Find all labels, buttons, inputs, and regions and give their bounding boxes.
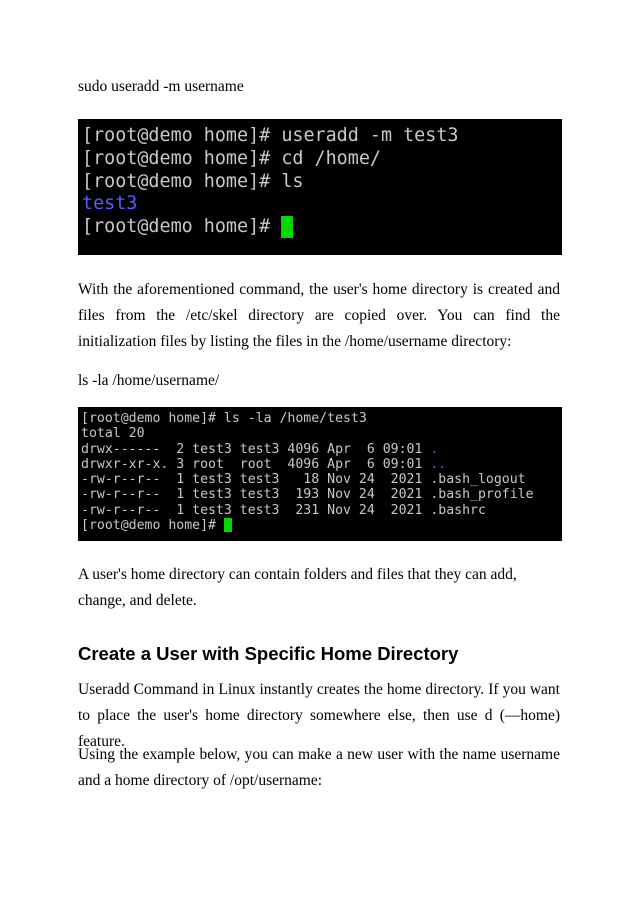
terminal-prompt-line: [root@demo home]# ls -la /home/test3 — [81, 411, 367, 426]
terminal-cursor — [281, 216, 293, 238]
listing-row: drwxr-xr-x. 3 root root 4096 Apr 6 09:01 .. — [81, 456, 447, 472]
terminal-line: [root@demo home]# — [81, 518, 562, 533]
terminal-screenshot-useradd — [78, 119, 562, 255]
terminal-line: [root@demo home]# ls — [82, 170, 304, 192]
terminal-output-dir: test3 — [82, 193, 138, 215]
terminal-line: [root@demo home]# cd /home/ — [82, 147, 381, 169]
paragraph-home-directory-created: With the aforementioned command, the user's home directory is created and files from the /etc/skel directory are copied over. You can find the initialization files by listing the files in the /home/username directory: — [78, 281, 560, 350]
section-heading: Create a User with Specific Home Directory — [78, 643, 459, 664]
terminal-total-line: total 20 — [81, 426, 145, 442]
terminal-screenshot-ls-la — [78, 407, 562, 541]
listing-row: -rw-r--r-- 1 test3 test3 18 Nov 24 2021 .bash_logout — [81, 472, 526, 488]
terminal-line: [root@demo home]# — [82, 216, 562, 239]
listing-row: drwx------ 2 test3 test3 4096 Apr 6 09:01 . — [81, 441, 439, 457]
command-useradd: sudo useradd -m username — [78, 78, 244, 95]
listing-row: -rw-r--r-- 1 test3 test3 231 Nov 24 2021 .bashrc — [81, 502, 486, 518]
listing-row: -rw-r--r-- 1 test3 test3 193 Nov 24 2021 .bash_profile — [81, 487, 534, 503]
paragraph-home-directory-contents: A user's home directory can contain folders and files that they can add, change, and delete. — [78, 566, 517, 609]
command-ls-la: ls -la /home/username/ — [78, 372, 220, 389]
paragraph-useradd-home: Useradd Command in Linux instantly creates the home directory. If you want to place the user's home directory somewhere else, then use d (—home) feature. — [78, 681, 560, 750]
terminal-cursor — [224, 518, 232, 532]
paragraph-example-opt: Using the example below, you can make a new user with the name username and a home directory of /opt/username: — [78, 746, 560, 789]
terminal-line: [root@demo home]# useradd -m test3 — [82, 125, 459, 146]
